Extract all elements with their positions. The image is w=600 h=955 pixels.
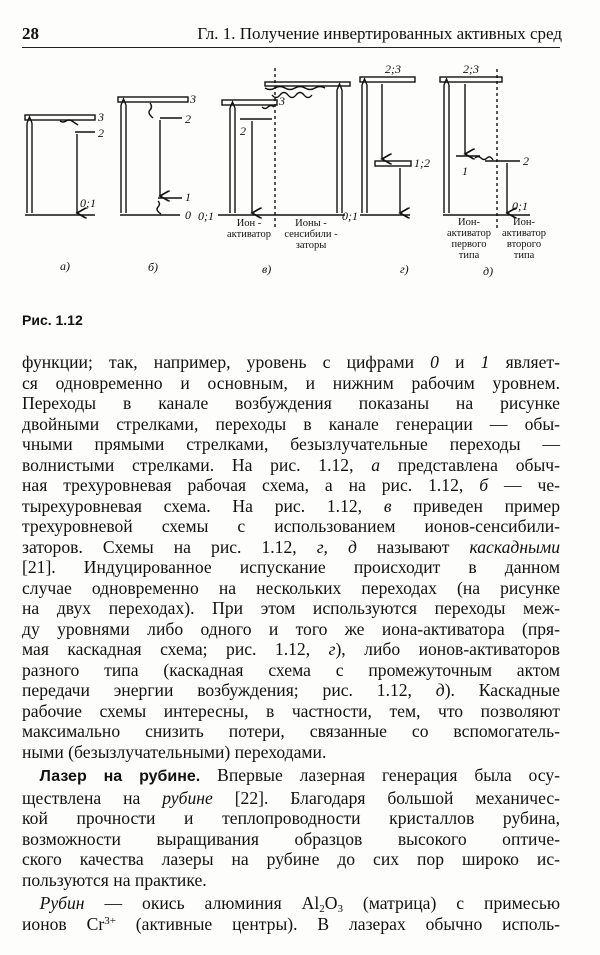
- text-line: волнистыми стрелками. На рис. 1.12, а представлена обыч-: [22, 454, 561, 475]
- text-line: трехуровневой схемы с использованием ионов-сенсибили-: [22, 516, 560, 536]
- level-1-2: [375, 161, 411, 166]
- panel-d-label: г): [400, 262, 409, 276]
- page-number: 28: [22, 24, 39, 43]
- energy-transfer-wavy: [475, 157, 493, 161]
- level-2-3: [360, 77, 415, 82]
- running-title: Гл. 1. Получение инвертированных активных сред: [197, 24, 562, 43]
- panel-c: [218, 68, 350, 230]
- c-level-2: 2: [240, 124, 246, 138]
- panel-a-label: а): [60, 259, 70, 273]
- level-2-3: [440, 77, 502, 82]
- transfer-wavy-top: [265, 87, 325, 90]
- c-ion-sens-3: заторы: [295, 240, 327, 251]
- text-line: возможности выращивания образцов высокого оптиче-: [22, 828, 560, 849]
- text-line: ся одновременно и основным, и нижним рабочим уровнем.: [22, 372, 560, 393]
- d-level-12: 1;2: [414, 156, 430, 170]
- text-line: передачи энергии возбуждения; рис. 1.12, д). Каскадные: [22, 680, 560, 700]
- nonradiative-arrow: [149, 103, 153, 118]
- e-level-01: 0;1: [512, 199, 528, 213]
- text-line: мая каскадная схема; рис. 1.12, г), либо ионов-активаторов: [22, 639, 560, 659]
- e-ion2-1: Ион-: [513, 217, 535, 228]
- b-level-2: 2: [185, 112, 191, 126]
- energy-level-figure: [0, 55, 600, 300]
- d-level-01: 0;1: [342, 209, 358, 223]
- e-ion1-2: активатор: [447, 228, 491, 239]
- text-line: ществлена на рубине [22]. Благодаря большой механичес-: [22, 787, 561, 808]
- e-level-2: 2: [523, 154, 529, 168]
- sensitizer-level: [265, 82, 350, 86]
- text-line: чными прямыми стрелками, безызлучательные переходы —: [22, 434, 560, 454]
- text-line: ского качества лазеры на рубине до сих пор широко ис-: [22, 849, 560, 869]
- panel-e-label: д): [483, 264, 494, 278]
- b-level-3: 3: [190, 92, 196, 106]
- c-level-01: 0;1: [198, 209, 214, 223]
- e-level-1: 1: [462, 164, 468, 178]
- e-level-23: 2;3: [463, 62, 479, 76]
- header-rule: [22, 47, 560, 48]
- text-line: Рубин — окись алюминия $Al_2O_3$ (матрица) с примесью: [39, 893, 561, 915]
- text-line: пользуются на практике.: [22, 869, 207, 890]
- text-line: на двух переходах). При этом используются переходы меж-: [22, 598, 560, 618]
- panel-d: [360, 77, 415, 215]
- b-level-1: 1: [185, 190, 191, 204]
- e-ion2-3: второго: [506, 239, 542, 250]
- text-line: кой прочности и теплопроводности кристаллов рубина,: [22, 808, 560, 828]
- c-level-3: 3: [279, 94, 285, 108]
- a-level-2: 2: [98, 126, 104, 140]
- e-ion1-4: типа: [458, 250, 480, 261]
- text-line: ионов $Cr^{3+}$ (активные центры). В лазерах обычно исполь-: [22, 913, 560, 934]
- section-heading: Лазер на рубине.: [39, 768, 201, 785]
- text-line: случае одновременно на нескольких переходах (на рисунке: [22, 577, 560, 598]
- a-level-01: 0;1: [80, 196, 96, 210]
- e-ion1-3: первого: [451, 239, 487, 250]
- text-line: заторов. Схемы на рис. 1.12, г, д называют каскадными: [22, 536, 560, 557]
- body-text: [22, 352, 560, 934]
- panel-b: [118, 97, 188, 215]
- text-line: Переходы в канале возбуждения показаны на рисунке: [22, 393, 560, 413]
- b-level-0: 0: [185, 208, 191, 222]
- nonradiative-arrow: [60, 120, 78, 125]
- level-3: [118, 97, 188, 102]
- text-line: ду уровнями либо одного и того же иона-активатора (пря-: [22, 618, 560, 639]
- text-line: тырехуровневая схема. На рис. 1.12, в приведен пример: [22, 495, 561, 516]
- c-ion-activator-2: активатор: [227, 229, 271, 240]
- e-ion2-2: активатор: [502, 228, 546, 239]
- panel-c-label: в): [262, 262, 272, 276]
- c-ion-sens-2: сенсибили -: [284, 229, 338, 240]
- text-line: функции; так, например, уровень с цифрами 0 и 1 являет-: [22, 352, 560, 372]
- panel-b-label: б): [148, 260, 159, 274]
- c-ion-sens-1: Ионы -: [295, 218, 327, 229]
- text-line: Лазер на рубине. Впервые лазерная генерация была осу-: [39, 765, 561, 785]
- c-ion-activator-1: Ион -: [236, 218, 262, 229]
- level-3: [222, 100, 277, 105]
- text-line: максимально снизить потери, связанные со вспомогатель-: [22, 721, 560, 741]
- text-line: разного типа (каскадная схема с промежуточным актом: [22, 659, 560, 680]
- level-3: [25, 115, 95, 120]
- a-level-3: 3: [98, 110, 104, 124]
- text-line: [21]. Индуцированное испускание происходит в данном: [22, 557, 560, 577]
- page-header: [22, 24, 562, 46]
- d-level-23: 2;3: [385, 62, 401, 76]
- e-ion2-4: типа: [513, 250, 535, 261]
- text-line: рабочие схемы интересны, в частности, тем, что позволяют: [22, 700, 560, 721]
- text-line: ными (безызлучательными) переходами.: [22, 741, 327, 762]
- text-line: двойными стрелками, переходы в канале генерации — обы-: [22, 413, 560, 434]
- figure-caption: Рис. 1.12: [22, 312, 83, 328]
- e-ion1-1: Ион-: [458, 217, 480, 228]
- text-line: ная трехуровневая рабочая схема, а на рис. 1.12, б — че-: [22, 475, 560, 495]
